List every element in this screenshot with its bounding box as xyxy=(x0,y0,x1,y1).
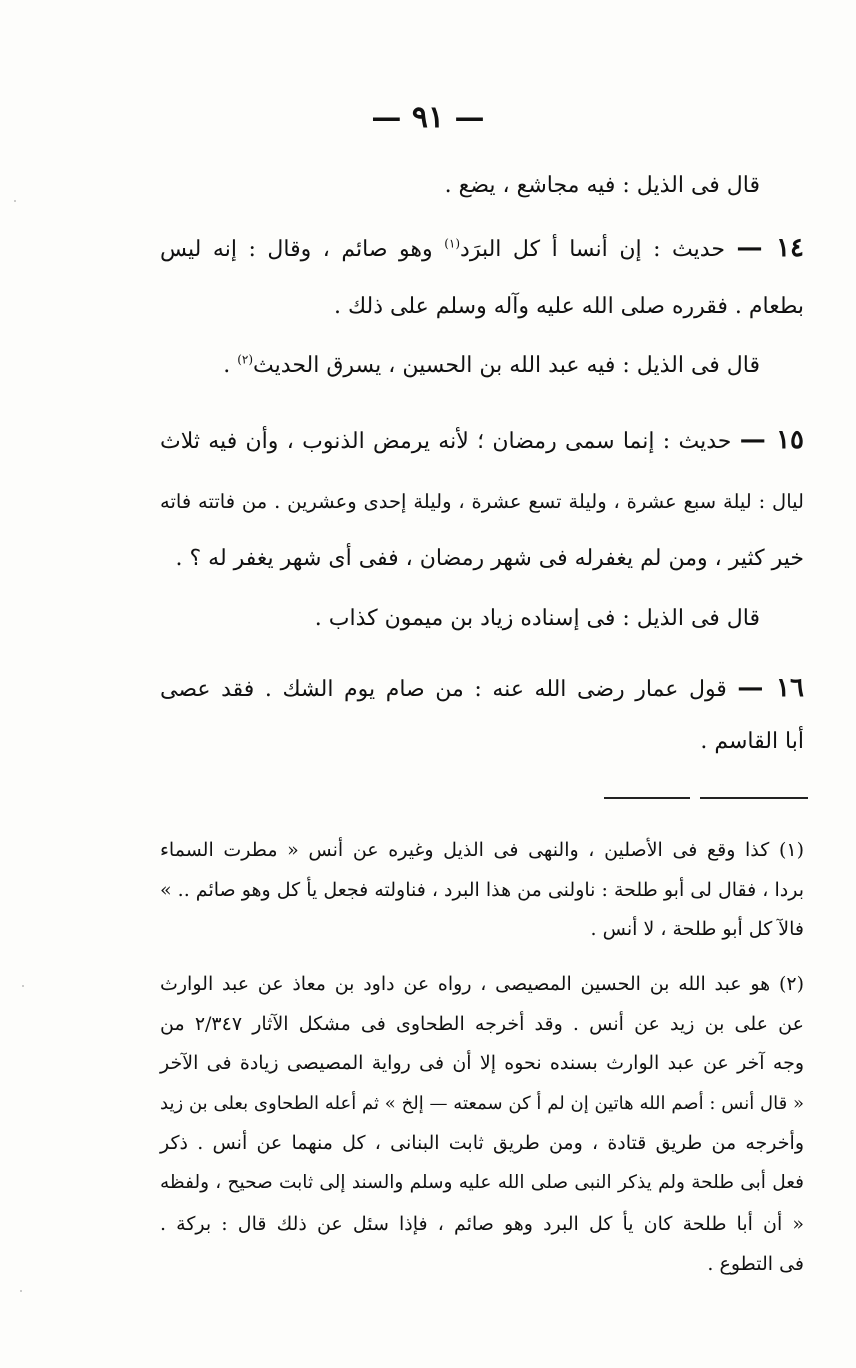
hadith-number-15: ١٥ — xyxy=(739,425,804,455)
footnote-1-line-3: فالآ كل أبو طلحة ، لا أنس . xyxy=(590,918,804,940)
footnote-2-line-7: « أن أبا طلحة كان يأ كل البرد وهو صائم ، فإذا سئل عن ذلك قال : بركة . xyxy=(160,1213,804,1235)
footnote-2-line-2: عن على بن زيد عن أنس . وقد أخرجه الطحاوى فى مشكل الآثار ٢/٣٤٧ من xyxy=(160,1013,804,1035)
footnote-separator xyxy=(604,797,808,799)
text-line-1: قال فى الذيل : فيه مجاشع ، يضع . xyxy=(444,173,760,198)
text-line-4: قال فى الذيل : فيه عبد الله بن الحسين ، يسرق الحديث$^{(٢)}$ . xyxy=(223,352,760,378)
hadith-16-line: ١٦ — قول عمار رضى الله عنه : من صام يوم الشك . فقد عصى xyxy=(160,673,804,703)
paper-speck xyxy=(22,985,24,987)
footnote-ref-2[interactable]: (٢) xyxy=(237,352,254,367)
hadith-14-line: ١٤ — حديث : إن أنسا أ كل البرَد$^{(١)}$ وهو صائم ، وقال : إنه ليس xyxy=(160,233,804,263)
footnote-1-line-1: (١) كذا وقع فى الأصلين ، والنهى فى الذيل وغيره عن أنس « مطرت السماء xyxy=(160,839,804,861)
footnote-ref-1[interactable]: (١) xyxy=(444,236,461,251)
footnote-2-line-8: فى التطوع . xyxy=(707,1253,804,1275)
hadith-number-14: ١٤ — xyxy=(736,233,804,263)
text-line-8: قال فى الذيل : فى إسناده زياد بن ميمون كذاب . xyxy=(314,606,760,631)
footnote-1-line-2: بردا ، فقال لى أبو طلحة : ناولنى من هذا البرد ، فناولته فجعل يأ كل وهو صائم .. » xyxy=(160,879,804,901)
footnote-2-line-6: فعل أبى طلحة ولم يذكر النبى صلى الله عليه وسلم والسند إلى ثابت صحيح ، ولفظه xyxy=(160,1172,804,1193)
hadith-15-line: ١٥ — حديث : إنما سمى رمضان ؛ لأنه يرمض الذنوب ، وأن فيه ثلاث xyxy=(160,425,804,455)
paper-speck xyxy=(20,1290,22,1292)
footnote-2-line-4: « قال أنس : أصم الله هاتين إن لم أ كن سمعته — إلخ » ثم أعله الطحاوى بعلى بن زيد xyxy=(160,1093,804,1114)
text-line-10: أبا القاسم . xyxy=(700,729,804,754)
footnote-2-line-3: وجه آخر عن عبد الوارث بسنده نحوه إلا أن فى رواية المصيصى زيادة فى الآخر xyxy=(160,1052,804,1074)
text-line-6: ليال : ليلة سبع عشرة ، وليلة تسع عشرة ، وليلة إحدى وعشرين . من فاتته فاته xyxy=(160,490,804,513)
hadith-number-16: ١٦ — xyxy=(737,673,804,703)
paper-speck xyxy=(14,200,16,202)
footnote-2-line-5: وأخرجه من طريق قتادة ، ومن طريق ثابت البنانى ، كل منهما عن أنس . ذكر xyxy=(160,1132,804,1154)
text-line-7: خير كثير ، ومن لم يغفرله فى شهر رمضان ، ففى أى شهر يغفر له ؟ . xyxy=(175,546,804,571)
footnote-2-line-1: (٢) هو عبد الله بن الحسين المصيصى ، رواه عن داود بن معاذ عن عبد الوارث xyxy=(160,973,804,995)
page-number: — ٩١ — xyxy=(371,100,485,135)
text-line-3: بطعام . فقرره صلى الله عليه وآله وسلم على ذلك . xyxy=(333,294,804,319)
